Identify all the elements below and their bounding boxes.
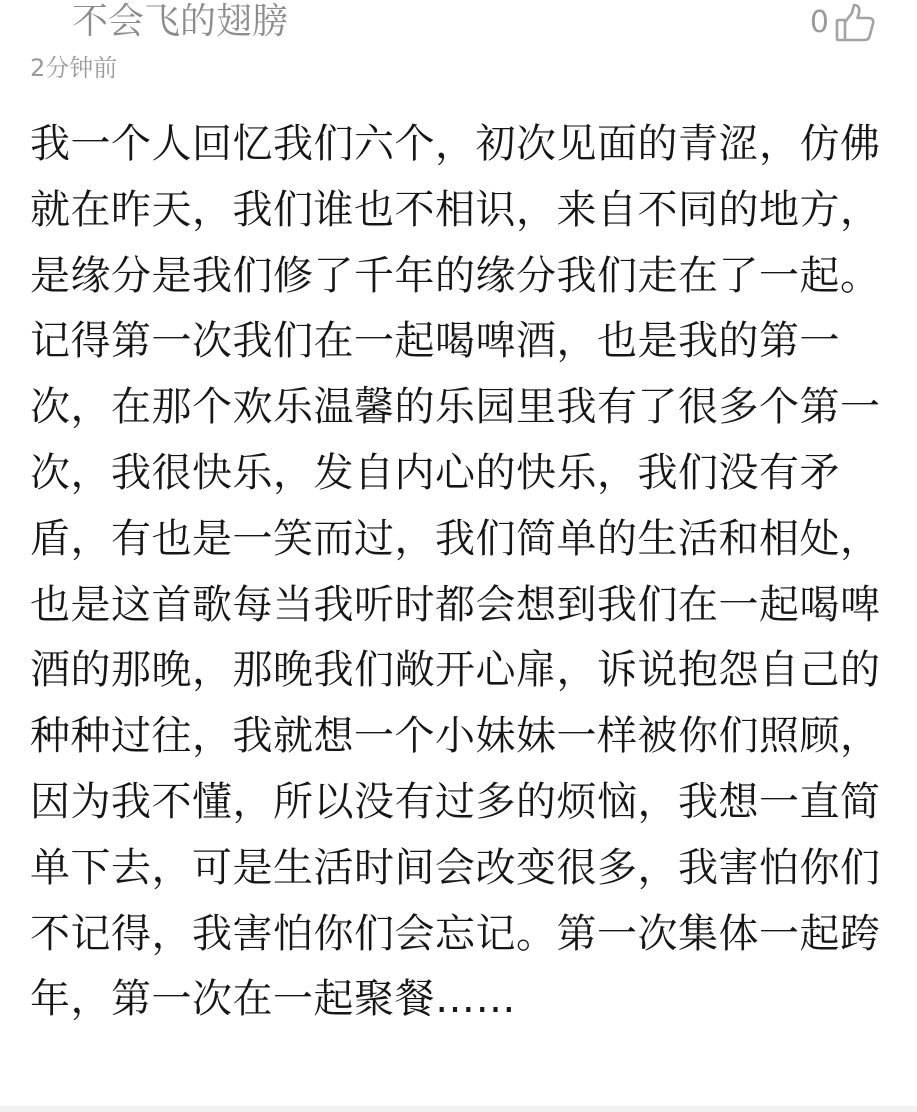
divider — [0, 1106, 917, 1112]
like-button[interactable] — [810, 0, 877, 46]
comment-username[interactable]: 不会飞的翅膀 — [72, 1, 289, 42]
comment-text: 我一个人回忆我们六个，初次见面的青涩，仿佛就在昨天，我们谁也不相识，来自不同的地方，是缘分是我们修了千年的缘分我们走在了一起。记得第一次我们在一起喝啤酒，也是我的第一次，在那个欢乐温馨的乐园里我有了很多个第一次，我很快乐，发自内心的快乐，我们没有矛盾，有也是一笑而过，我们简单的生活和相处，也是这首歌每当我听时都会想到我们在一起喝啤酒的那晚，那晚我们敞开心扉，诉说抱怨自己的种种过往，我就想一个小妹妹一样被你们照顾，因为我不懂，所以没有过多的烦恼，我想一直简单下去，可是生活时间会改变很多，我害怕你们不记得，我害怕你们会忘记。第一次集体一起跨年，第一次在一起聚餐…… — [30, 121, 881, 1023]
comment-timestamp: 2分钟前 — [30, 54, 118, 82]
thumbs-up-icon[interactable] — [833, 1, 877, 45]
like-count: 0 — [809, 5, 829, 40]
